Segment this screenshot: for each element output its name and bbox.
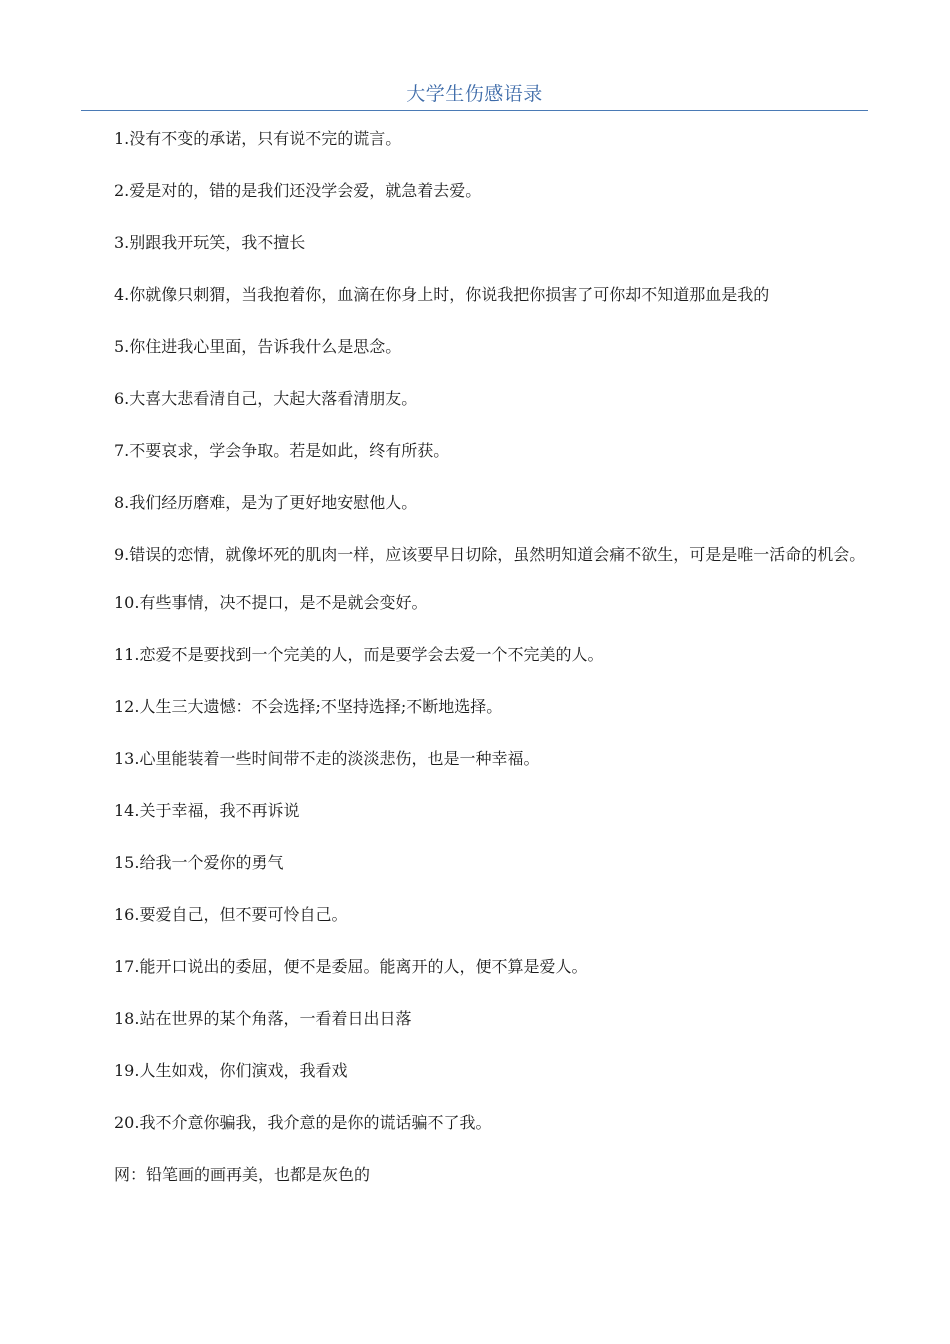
- quote-paragraph: 9.错误的恋情，就像坏死的肌肉一样，应该要早日切除，虽然明知道会痛不欲生，可是是唯一活命的机会。: [114, 545, 866, 564]
- quote-paragraph: 1.没有不变的承诺，只有说不完的谎言。: [114, 129, 402, 148]
- quote-paragraph: 5.你住进我心里面，告诉我什么是思念。: [114, 337, 402, 356]
- quote-paragraph: 10.有些事情，决不提口，是不是就会变好。: [114, 593, 428, 612]
- page-header: [81, 80, 868, 111]
- quote-paragraph: 14.关于幸福，我不再诉说: [114, 801, 300, 820]
- quote-paragraph: 4.你就像只刺猬，当我抱着你，血滴在你身上时，你说我把你损害了可你却不知道那血是我的: [114, 285, 770, 304]
- quote-paragraph: 17.能开口说出的委屈，便不是委屈。能离开的人，便不算是爱人。: [114, 957, 588, 976]
- quote-paragraph: 12.人生三大遗憾：不会选择;不坚持选择;不断地选择。: [114, 697, 503, 716]
- quote-paragraph: 11.恋爱不是要找到一个完美的人，而是要学会去爱一个不完美的人。: [114, 645, 604, 664]
- quote-paragraph: 16.要爱自己，但不要可怜自己。: [114, 905, 348, 924]
- quote-paragraph: 15.给我一个爱你的勇气: [114, 853, 284, 872]
- page-title: 大学生伤感语录: [406, 83, 543, 105]
- quote-paragraph: 19.人生如戏，你们演戏，我看戏: [114, 1061, 348, 1080]
- quote-paragraph: 18.站在世界的某个角落，一看着日出日落: [114, 1009, 412, 1028]
- quote-paragraph: 7.不要哀求，学会争取。若是如此，终有所获。: [114, 441, 450, 460]
- source-note: 网：铅笔画的画再美，也都是灰色的: [114, 1165, 371, 1184]
- quote-paragraph: 13.心里能装着一些时间带不走的淡淡悲伤，也是一种幸福。: [114, 749, 540, 768]
- quote-paragraph: 20.我不介意你骗我，我介意的是你的谎话骗不了我。: [114, 1113, 492, 1132]
- quote-paragraph: 3.别跟我开玩笑，我不擅长: [114, 233, 306, 252]
- quote-paragraph: 8.我们经历磨难，是为了更好地安慰他人。: [114, 493, 418, 512]
- quote-paragraph: 6.大喜大悲看清自己，大起大落看清朋友。: [114, 389, 418, 408]
- quote-list: [81, 122, 871, 1210]
- quote-paragraph: 2.爱是对的，错的是我们还没学会爱，就急着去爱。: [114, 181, 482, 200]
